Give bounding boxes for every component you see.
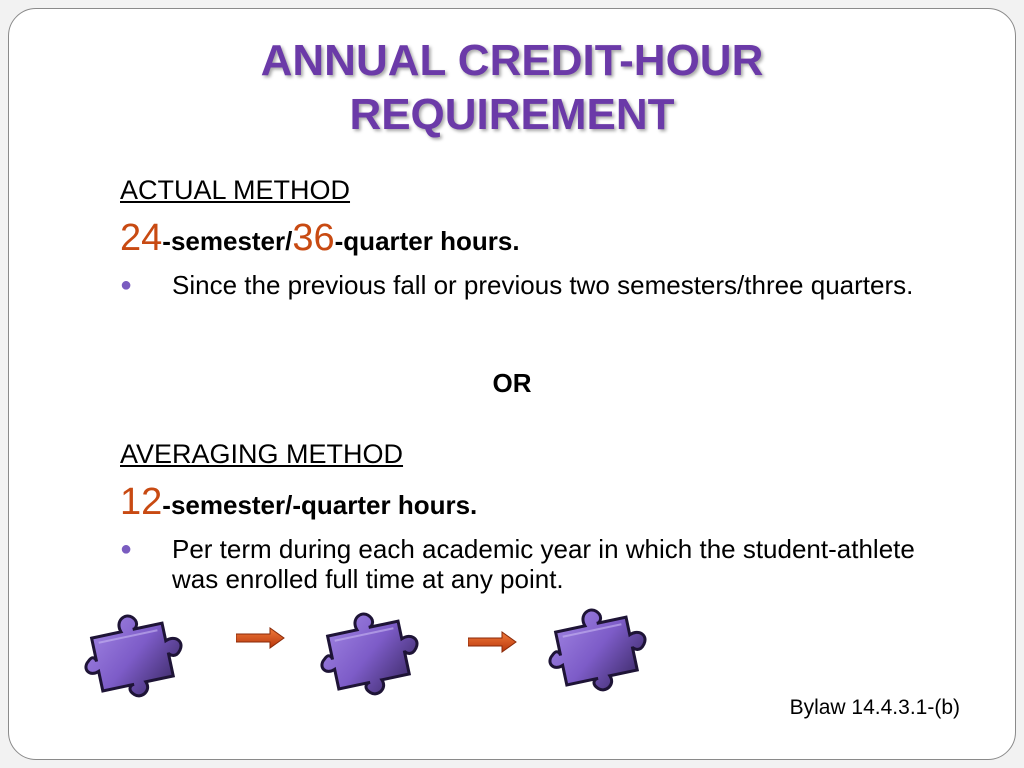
averaging-bullet-text: Per term during each academic year in which the student-athlete was enrolled full time at any point. (172, 534, 915, 594)
right-arrow-icon (468, 630, 518, 654)
actual-quarter-text: -quarter hours. (334, 226, 520, 256)
bullet-icon: ● (120, 538, 133, 560)
averaging-method-heading: AVERAGING METHOD (120, 439, 404, 469)
actual-method-hours (120, 218, 520, 261)
or-separator: OR (492, 368, 532, 398)
right-arrow-icon (236, 626, 286, 650)
title-line-1: ANNUAL CREDIT-HOUR (260, 36, 764, 85)
averaging-method-bullet (120, 534, 940, 598)
title-line-2: REQUIREMENT (349, 90, 675, 139)
puzzle-piece-icon (82, 606, 202, 702)
averaging-text: -semester/-quarter hours. (162, 490, 478, 520)
bullet-icon: ● (120, 274, 133, 296)
actual-method-bullet (120, 270, 940, 334)
bylaw-reference: Bylaw 14.4.3.1-(b) (789, 696, 960, 719)
actual-bullet-text: Since the previous fall or previous two semesters/three quarters. (172, 270, 914, 300)
actual-method-heading: ACTUAL METHOD (120, 175, 351, 205)
actual-quarter-number: 36 (292, 217, 335, 259)
averaging-number: 12 (120, 481, 163, 523)
actual-semester-number: 24 (120, 217, 163, 259)
slide-title (0, 34, 1024, 142)
puzzle-piece-icon (546, 600, 666, 696)
puzzle-piece-icon (318, 604, 438, 700)
actual-semester-text: -semester/ (162, 226, 293, 256)
averaging-method-hours (120, 482, 477, 525)
